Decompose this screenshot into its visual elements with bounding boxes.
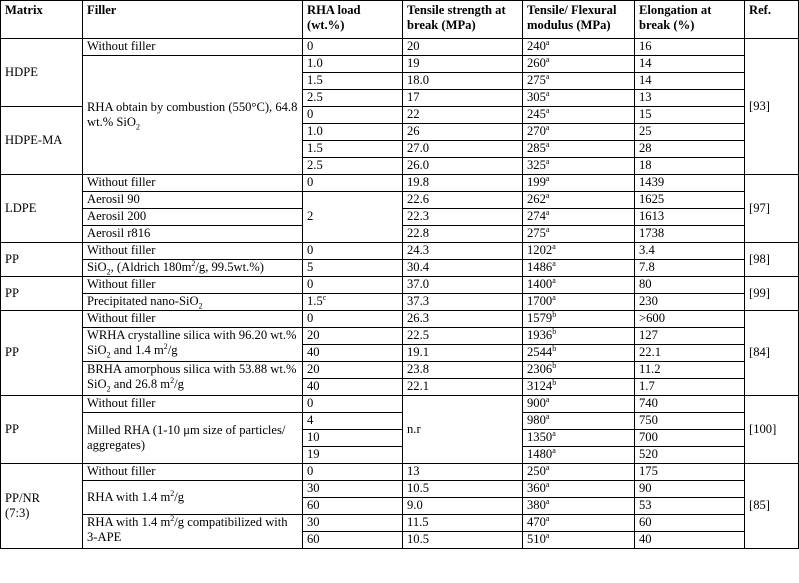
matrix-cell: PP [1, 311, 83, 396]
ref-cell: [97] [745, 175, 799, 243]
elongation-cell: 16 [635, 39, 745, 56]
load-cell: 60 [303, 532, 403, 549]
matrix-cell: PP/NR (7:3) [1, 464, 83, 549]
modulus-cell: 360$^a$ [523, 481, 635, 498]
modulus-cell: 1480$^a$ [523, 447, 635, 464]
ref-cell: [98] [745, 243, 799, 277]
load-cell: 0 [303, 175, 403, 192]
modulus-cell: 980$^a$ [523, 413, 635, 430]
header-modulus: Tensile/ Flexural modulus (MPa) [523, 1, 635, 39]
table-row [1, 56, 799, 73]
tensile-cell: 27.0 [403, 141, 523, 158]
elongation-cell: 90 [635, 481, 745, 498]
elongation-cell: 1439 [635, 175, 745, 192]
modulus-cell: 2306$^b$ [523, 362, 635, 379]
elongation-cell: 750 [635, 413, 745, 430]
modulus-cell: 325$^a$ [523, 158, 635, 175]
load-cell: 1.0 [303, 124, 403, 141]
tensile-cell: 19 [403, 56, 523, 73]
modulus-cell: 275$^a$ [523, 226, 635, 243]
elongation-cell: 175 [635, 464, 745, 481]
elongation-cell: 15 [635, 107, 745, 124]
elongation-cell: 40 [635, 532, 745, 549]
elongation-cell: 1625 [635, 192, 745, 209]
matrix-cell: PP [1, 396, 83, 464]
load-cell: 1.0 [303, 56, 403, 73]
tensile-cell: 17 [403, 90, 523, 107]
header-ref: Ref. [745, 1, 799, 39]
table-row [1, 39, 799, 56]
load-cell: 30 [303, 481, 403, 498]
modulus-cell: 275$^a$ [523, 73, 635, 90]
modulus-cell: 250$^a$ [523, 464, 635, 481]
modulus-cell: 270$^a$ [523, 124, 635, 141]
elongation-cell: 7.8 [635, 260, 745, 277]
modulus-cell: 285$^a$ [523, 141, 635, 158]
tensile-cell: 20 [403, 39, 523, 56]
modulus-cell: 3124$^b$ [523, 379, 635, 396]
tensile-cell: 19.8 [403, 175, 523, 192]
modulus-cell: 1202$^a$ [523, 243, 635, 260]
filler-cell: Without filler [83, 311, 303, 328]
modulus-cell: 1486$^a$ [523, 260, 635, 277]
matrix-cell: PP [1, 277, 83, 311]
elongation-cell: 53 [635, 498, 745, 515]
elongation-cell: 1.7 [635, 379, 745, 396]
modulus-cell: 260$^a$ [523, 56, 635, 73]
load-cell: 0 [303, 277, 403, 294]
table-row [1, 413, 799, 430]
elongation-cell: 740 [635, 396, 745, 413]
elongation-cell: 13 [635, 90, 745, 107]
matrix-cell: HDPE-MA [1, 107, 83, 175]
tensile-cell: 22.6 [403, 192, 523, 209]
filler-cell: Milled RHA (1-10 μm size of particles/ aggregates) [83, 413, 303, 464]
filler-cell: Without filler [83, 277, 303, 294]
tensile-cell: 10.5 [403, 532, 523, 549]
filler-cell: Without filler [83, 464, 303, 481]
load-cell: 0 [303, 311, 403, 328]
table-row [1, 260, 799, 277]
filler-cell: Precipitated nano-SiO$_2$ [83, 294, 303, 311]
load-cell: 1.5 [303, 141, 403, 158]
elongation-cell: >600 [635, 311, 745, 328]
tensile-cell: 37.3 [403, 294, 523, 311]
filler-cell: Without filler [83, 39, 303, 56]
ref-cell: [100] [745, 396, 799, 464]
elongation-cell: 127 [635, 328, 745, 345]
modulus-cell: 245$^a$ [523, 107, 635, 124]
tensile-cell: 10.5 [403, 481, 523, 498]
tensile-cell: 30.4 [403, 260, 523, 277]
filler-cell: Without filler [83, 243, 303, 260]
modulus-cell: 1579$^b$ [523, 311, 635, 328]
filler-cell: Without filler [83, 175, 303, 192]
modulus-cell: 510$^a$ [523, 532, 635, 549]
elongation-cell: 80 [635, 277, 745, 294]
elongation-cell: 1738 [635, 226, 745, 243]
tensile-cell: 26.3 [403, 311, 523, 328]
load-cell: 10 [303, 430, 403, 447]
ref-cell: [85] [745, 464, 799, 549]
ref-cell: [99] [745, 277, 799, 311]
modulus-cell: 900$^a$ [523, 396, 635, 413]
tensile-cell: 19.1 [403, 345, 523, 362]
load-cell: 0 [303, 243, 403, 260]
modulus-cell: 262$^a$ [523, 192, 635, 209]
elongation-cell: 230 [635, 294, 745, 311]
load-cell: 2.5 [303, 90, 403, 107]
table-row [1, 243, 799, 260]
modulus-cell: 1400$^a$ [523, 277, 635, 294]
load-cell: 20 [303, 328, 403, 345]
tensile-cell: 11.5 [403, 515, 523, 532]
modulus-cell: 470$^a$ [523, 515, 635, 532]
modulus-cell: 240$^a$ [523, 39, 635, 56]
tensile-cell: 26 [403, 124, 523, 141]
table-row [1, 277, 799, 294]
ref-cell: [84] [745, 311, 799, 396]
elongation-cell: 28 [635, 141, 745, 158]
table-row [1, 328, 799, 345]
tensile-cell: 23.8 [403, 362, 523, 379]
load-cell: 60 [303, 498, 403, 515]
matrix-cell: HDPE [1, 39, 83, 107]
header-elongation: Elongation at break (%) [635, 1, 745, 39]
tensile-cell: 22 [403, 107, 523, 124]
table-row [1, 515, 799, 532]
load-cell: 20 [303, 362, 403, 379]
modulus-cell: 1350$^a$ [523, 430, 635, 447]
load-cell: 2 [303, 192, 403, 243]
tensile-cell: 22.1 [403, 379, 523, 396]
header-rha-load: RHA load (wt.%) [303, 1, 403, 39]
tensile-cell: 37.0 [403, 277, 523, 294]
filler-cell: RHA with 1.4 $m^2/g$ [83, 481, 303, 515]
ref-cell: [93] [745, 39, 799, 175]
tensile-cell: 22.8 [403, 226, 523, 243]
matrix-cell: PP [1, 243, 83, 277]
tensile-cell: 26.0 [403, 158, 523, 175]
load-cell: 0 [303, 39, 403, 56]
filler-cell: BRHA amorphous silica with 53.88 wt.% SiO$_2$ and 26.8 $m^2/g$ [83, 362, 303, 396]
tensile-cell: 13 [403, 464, 523, 481]
table-row [1, 294, 799, 311]
elongation-cell: 1613 [635, 209, 745, 226]
load-cell: 40 [303, 379, 403, 396]
header-row [1, 1, 799, 39]
elongation-cell: 3.4 [635, 243, 745, 260]
filler-cell: Aerosil 90 [83, 192, 303, 209]
load-cell: 4 [303, 413, 403, 430]
filler-cell: SiO$_2$, (Aldrich $180m^2/g$, 99.5wt.%) [83, 260, 303, 277]
modulus-cell: 1936$^b$ [523, 328, 635, 345]
header-tensile-strength: Tensile strength at break (MPa) [403, 1, 523, 39]
modulus-cell: 199$^a$ [523, 175, 635, 192]
modulus-cell: 1700$^a$ [523, 294, 635, 311]
tensile-cell: 18.0 [403, 73, 523, 90]
elongation-cell: 520 [635, 447, 745, 464]
load-cell: 0 [303, 464, 403, 481]
load-cell: 30 [303, 515, 403, 532]
modulus-cell: 305$^a$ [523, 90, 635, 107]
load-cell: 40 [303, 345, 403, 362]
table-row [1, 464, 799, 481]
tensile-cell: 22.3 [403, 209, 523, 226]
tensile-cell: 24.3 [403, 243, 523, 260]
filler-cell: WRHA crystalline silica with 96.20 wt.% SiO$_2$ and 1.4 $m^2/g$ [83, 328, 303, 362]
table-row [1, 481, 799, 498]
header-filler: Filler [83, 1, 303, 39]
elongation-cell: 60 [635, 515, 745, 532]
elongation-cell: 14 [635, 56, 745, 73]
table-row [1, 362, 799, 379]
tensile-cell: 9.0 [403, 498, 523, 515]
table-row [1, 175, 799, 192]
load-cell: 1.5 [303, 73, 403, 90]
load-cell: 2.5 [303, 158, 403, 175]
filler-cell: Aerosil r816 [83, 226, 303, 243]
modulus-cell: 380$^a$ [523, 498, 635, 515]
filler-cell: RHA obtain by combustion (550°C), 64.8 wt.% SiO$_2$ [83, 56, 303, 175]
filler-cell: Without filler [83, 396, 303, 413]
elongation-cell: 700 [635, 430, 745, 447]
filler-cell: RHA with 1.4 $m^2/g$ compatibilized with 3-APE [83, 515, 303, 549]
modulus-cell: 274$^a$ [523, 209, 635, 226]
elongation-cell: 22.1 [635, 345, 745, 362]
table-row [1, 311, 799, 328]
tensile-cell: 22.5 [403, 328, 523, 345]
load-cell: 19 [303, 447, 403, 464]
elongation-cell: 11.2 [635, 362, 745, 379]
load-cell: 0 [303, 396, 403, 413]
elongation-cell: 18 [635, 158, 745, 175]
elongation-cell: 14 [635, 73, 745, 90]
filler-cell: Aerosil 200 [83, 209, 303, 226]
elongation-cell: 25 [635, 124, 745, 141]
table-row [1, 192, 799, 209]
tensile-cell: n.r [403, 396, 523, 464]
load-cell: 5 [303, 260, 403, 277]
load-cell: 0 [303, 107, 403, 124]
matrix-cell: LDPE [1, 175, 83, 243]
table-row [1, 396, 799, 413]
load-cell: 1.5$^c$ [303, 294, 403, 311]
modulus-cell: 2544$^b$ [523, 345, 635, 362]
header-matrix: Matrix [1, 1, 83, 39]
